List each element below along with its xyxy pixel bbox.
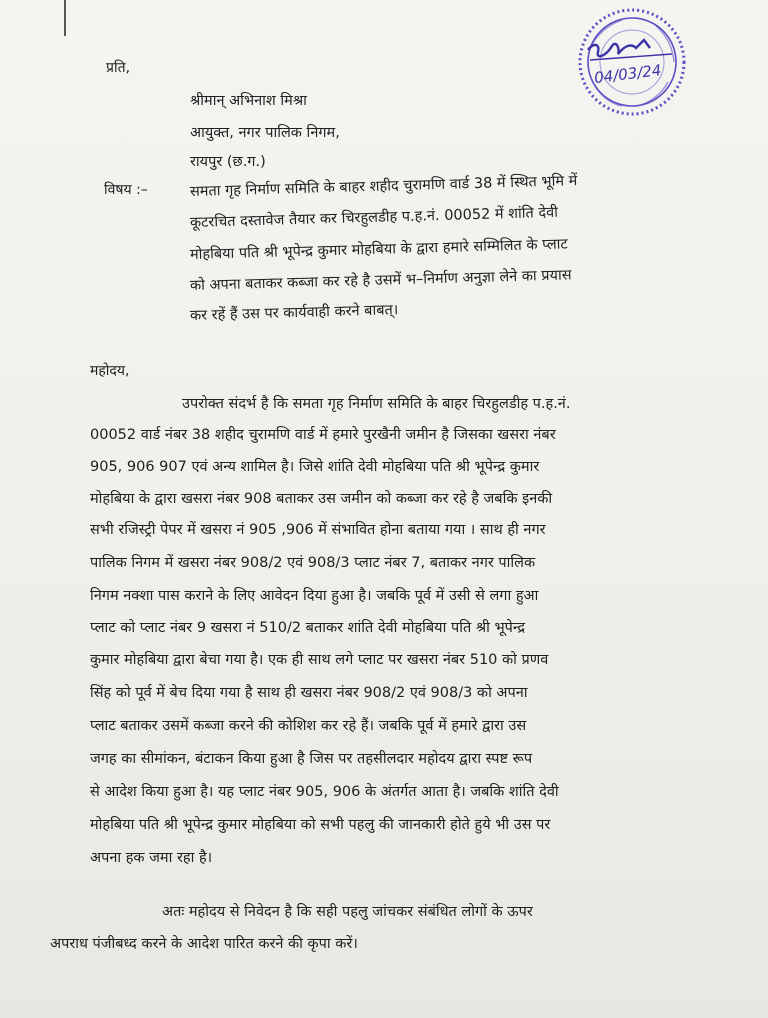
paper-edge-mark (64, 0, 66, 36)
body-line: अपना हक जमा रहा है। (90, 850, 213, 866)
subject-line: को अपना बताकर कब्जा कर रहे है उसमें भ–निर्माण अनुज्ञा लेने का प्रयास (189, 267, 572, 294)
subject-label: विषय :– (104, 182, 148, 198)
body-line: जगह का सीमांकन, बंटाकन किया हुआ है जिस पर तहसीलदार महोदय द्वारा स्पष्ट रूप (90, 751, 533, 767)
recipient-designation: आयुक्त, नगर पालिक निगम, (190, 125, 340, 141)
to-label: प्रति, (106, 60, 131, 76)
body-line: निगम नक्शा पास कराने के लिए आवेदन दिया हुआ है। जबकि पूर्व में उसी से लगा हुआ (90, 588, 539, 604)
recipient-city: रायपुर (छ.ग.) (190, 154, 266, 170)
closing-line: अपराध पंजीबध्द करने के आदेश पारित करने की कृपा करें। (50, 936, 358, 952)
recipient-name: श्रीमान् अभिनाश मिश्रा (190, 93, 307, 109)
body-line: प्लाट बताकर उसमें कब्जा करने की कोशिश कर रहे हैं। जबकि पूर्व में हमारे द्वारा उस (90, 718, 527, 734)
body-line: मोहबिया पति श्री भूपेन्द्र कुमार मोहबिया को सभी पहलु की जानकारी होते हुये भी उस पर (90, 817, 551, 833)
body-line: 00052 वार्ड नंबर 38 शहीद चुरामणि वार्ड में हमारे पुरखैनी जमीन है जिसका खसरा नंबर (90, 427, 556, 443)
closing-line: अतः महोदय से निवेदन है कि सही पहलु जांचकर संबंधित लोगों के ऊपर (162, 904, 533, 920)
body-line: सिंह को पूर्व में बेच दिया गया है साथ ही खसरा नंबर 908/2 एवं 908/3 को अपना (90, 685, 528, 701)
body-line: मोहबिया के द्वारा खसरा नंबर 908 बताकर उस जमीन को कब्जा कर रहे है जबकि इनकी (90, 491, 553, 507)
body-line: से आदेश किया हुआ है। यह प्लाट नंबर 905, 906 के अंतर्गत आता है। जबकि शांति देवी (90, 784, 559, 800)
subject-line: समता गृह निर्माण समिति के बाहर शहीद चुरामणि वार्ड 38 में स्थित भूमि में (189, 173, 578, 200)
subject-line: कर रहें हैं उस पर कार्यवाही करने बाबत्। (189, 302, 399, 324)
body-line: प्लाट को प्लाट नंबर 9 खसरा नं 510/2 बताकर शांति देवी मोहबिया पति श्री भूपेन्द्र (90, 620, 526, 636)
body-line: 905, 906 907 एवं अन्य शामिल है। जिसे शांति देवी मोहबिया पति श्री भूपेन्द्र कुमार (90, 459, 540, 475)
subject-line: कूटरचित दस्तावेज तैयार कर चिरहुलडीह प.ह.नं. 00052 में शांति देवी (189, 204, 559, 231)
salutation: महोदय, (90, 363, 130, 379)
subject-line: मोहबिया पति श्री भूपेन्द्र कुमार मोहबिया के द्वारा हमारे सम्मिलित के प्लाट (189, 236, 568, 263)
receipt-stamp (560, 4, 694, 120)
body-line: सभी रजिस्ट्री पेपर में खसरा नं 905 ,906 में संभावित होना बताया गया । साथ ही नगर (90, 522, 546, 538)
body-line: कुमार मोहबिया द्वारा बेचा गया है। एक ही साथ लगे प्लाट पर खसरा नंबर 510 को प्रणव (90, 652, 549, 668)
body-line: पालिक निगम में खसरा नंबर 908/2 एवं 908/3 प्लाट नंबर 7, बताकर नगर पालिक (90, 555, 536, 571)
stamp-date: 04/03/24 (593, 61, 663, 88)
body-line: उपरोक्त संदर्भ है कि समता गृह निर्माण समिति के बाहर चिरहुलडीह प.ह.नं. (182, 396, 571, 412)
